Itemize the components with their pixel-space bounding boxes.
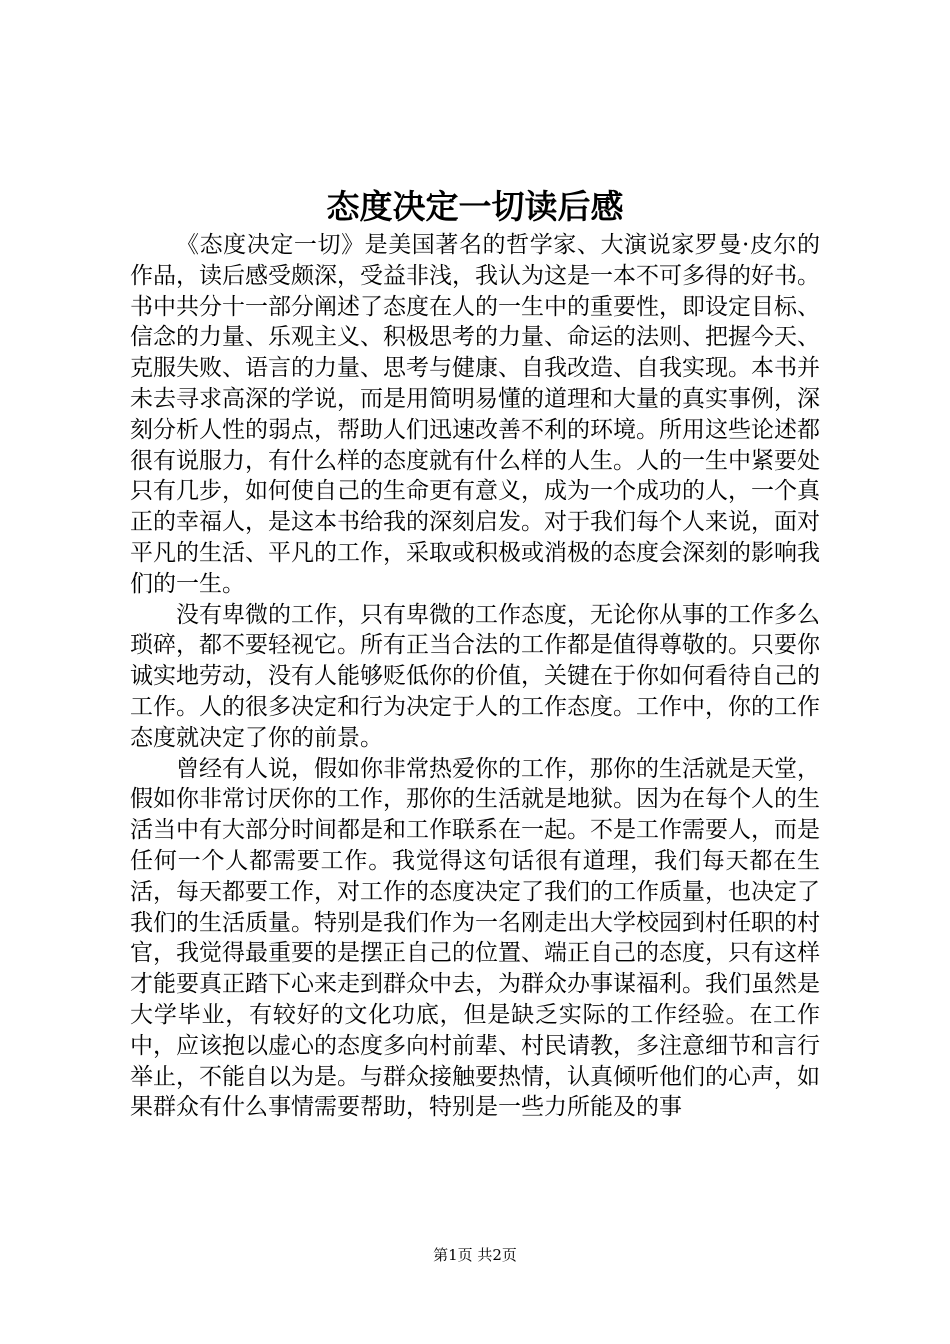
- paragraph: 没有卑微的工作，只有卑微的工作态度，无论你从事的工作多么琐碎，都不要轻视它。所有正当合法的工作都是值得尊敬的。只要你诚实地劳动，没有人能够贬低你的价值，关键在于你如何看待自己的工作。人的很多决定和行为决定于人的工作态度。工作中，你的工作态度就决定了你的前景。: [130, 601, 820, 751]
- paragraph: 曾经有人说，假如你非常热爱你的工作，那你的生活就是天堂，假如你非常讨厌你的工作，那你的生活就是地狱。因为在每个人的生活当中有大部分时间都是和工作联系在一起。不是工作需要人，而是任何一个人都需要工作。我觉得这句话很有道理，我们每天都在生活，每天都要工作，对工作的态度决定了我们的工作质量，也决定了我们的生活质量。特别是我们作为一名刚走出大学校园到村任职的村官，我觉得最重要的是摆正自己的位置、端正自己的态度，只有这样才能要真正踏下心来走到群众中去，为群众办事谋福利。我们虽然是大学毕业，有较好的文化功底，但是缺乏实际的工作经验。在工作中，应该抱以虚心的态度多向村前辈、村民请教，多注意细节和言行举止，不能自以为是。与群众接触要热情，认真倾听他们的心声，如果群众有什么事情需要帮助，特别是一些力所能及的事: [130, 755, 820, 1121]
- paragraph: 《态度决定一切》是美国著名的哲学家、大演说家罗曼·皮尔的作品，读后感受颇深，受益非浅，我认为这是一本不可多得的好书。书中共分十一部分阐述了态度在人的一生中的重要性，即设定目标、信念的力量、乐观主义、积极思考的力量、命运的法则、把握今天、克服失败、语言的力量、思考与健康、自我改造、自我实现。本书并未去寻求高深的学说，而是用简明易懂的道理和大量的真实事例，深刻分析人性的弱点，帮助人们迅速改善不利的环境。所用这些论述都很有说服力，有什么样的态度就有什么样的人生。人的一生中紧要处只有几步，如何使自己的生命更有意义，成为一个成功的人，一个真正的幸福人，是这本书给我的深刻启发。对于我们每个人来说，面对平凡的生活、平凡的工作，采取或积极或消极的态度会深刻的影响我们的一生。: [130, 232, 820, 597]
- document-body: [130, 230, 820, 1123]
- document-title: 态度决定一切读后感: [326, 187, 624, 226]
- page-footer: 第1页 共2页: [433, 1246, 517, 1264]
